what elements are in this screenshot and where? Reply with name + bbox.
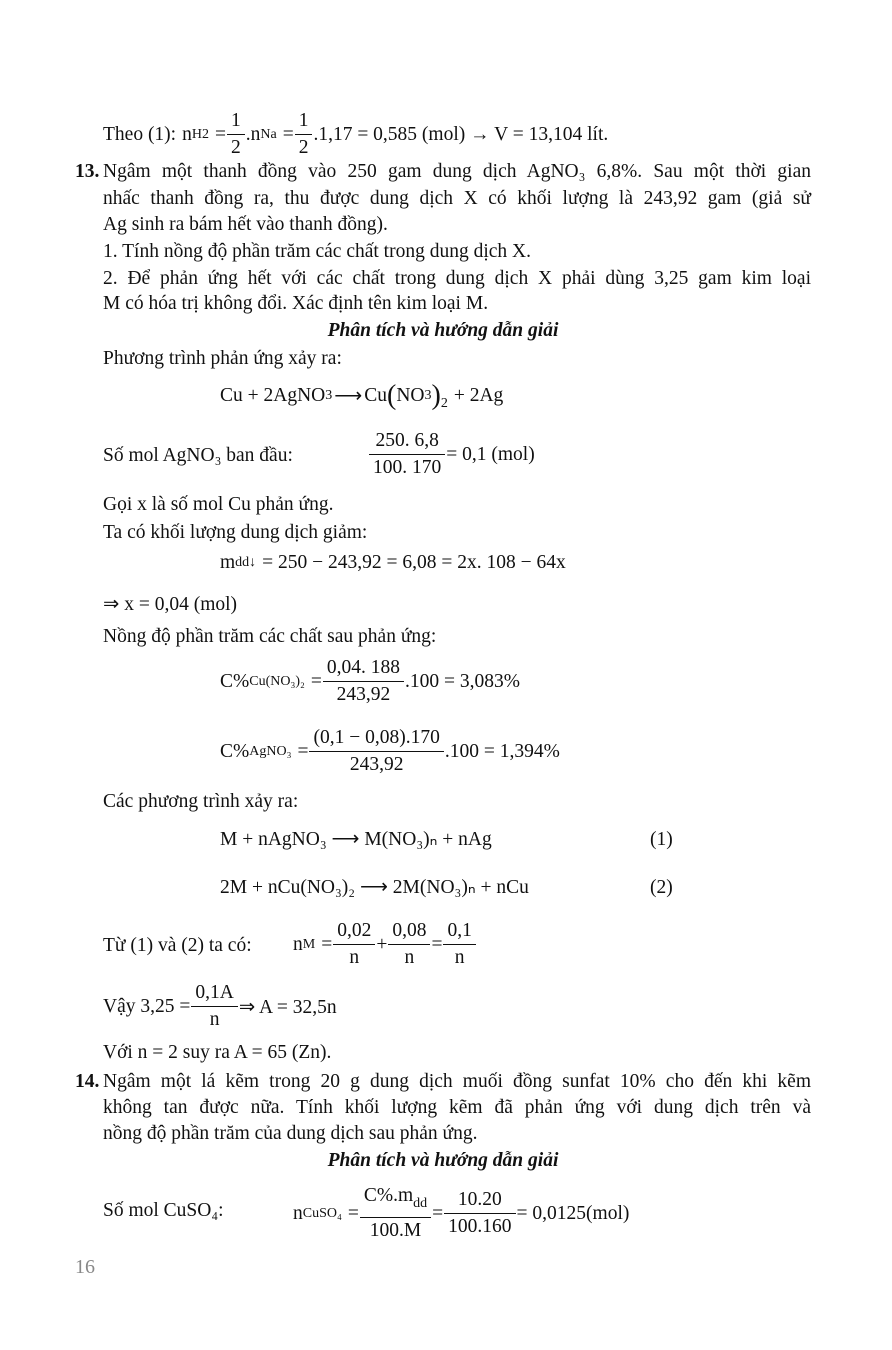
text: = 0,1 (mol) bbox=[446, 443, 535, 465]
text: .100 = 1,394% bbox=[444, 740, 560, 762]
text: AgNO₃ bbox=[249, 743, 292, 759]
page-number: 16 bbox=[75, 1256, 95, 1278]
fraction bbox=[445, 918, 473, 971]
text: n bbox=[182, 123, 192, 145]
text: NO bbox=[396, 385, 425, 406]
text-line: Các phương trình xảy ra: bbox=[103, 791, 299, 812]
text-line: Nồng độ phần trăm các chất sau phản ứng: bbox=[103, 626, 437, 647]
reaction-1: M + nAgNO₃ ⟶ M(NO₃)ₙ + nAg bbox=[220, 829, 492, 850]
text: = bbox=[321, 933, 333, 955]
numerator: 10.20 bbox=[457, 1189, 502, 1210]
fraction bbox=[335, 918, 373, 971]
text-line: Từ (1) và (2) ta có: bbox=[103, 935, 252, 956]
text: = bbox=[431, 933, 443, 955]
denominator: 243,92 bbox=[309, 751, 443, 778]
concentration-equation-2 bbox=[220, 725, 560, 778]
fraction bbox=[371, 428, 443, 481]
numerator: 0,02 bbox=[337, 920, 372, 941]
reaction-equation: Cu + 2AgNO 3 ⟶ Cu ( NO 3 ) 2 + 2Ag bbox=[220, 380, 504, 411]
text: = bbox=[310, 670, 322, 692]
concentration-equation-1 bbox=[220, 655, 520, 708]
text: 2 bbox=[201, 126, 209, 142]
reaction-2: 2M + nCu(NO₃)₂ ⟶ 2M(NO₃)ₙ + nCu bbox=[220, 877, 529, 898]
fraction bbox=[229, 108, 243, 161]
text: Na bbox=[260, 126, 277, 142]
numerator: 0,1 bbox=[447, 920, 472, 941]
theo-equation bbox=[103, 108, 608, 161]
text: = bbox=[347, 1202, 359, 1224]
text: m bbox=[220, 552, 236, 573]
numerator: 0,04. 188 bbox=[326, 657, 401, 678]
question-line: M có hóa trị không đổi. Xác định tên kim loại M. bbox=[103, 293, 489, 314]
text: + bbox=[376, 933, 388, 955]
fraction bbox=[193, 980, 235, 1033]
question-line: Ngâm một lá kẽm trong 20 g dung dịch muối đồng sunfat 10% cho đến khi kẽm bbox=[103, 1071, 811, 1092]
text-line: ⇒ x = 0,04 (mol) bbox=[103, 594, 238, 615]
text: n bbox=[293, 933, 303, 955]
text: = 0,0125(mol) bbox=[516, 1202, 630, 1224]
denominator: n bbox=[191, 1006, 237, 1033]
text-line: Số mol AgNO₃ ban đầu: bbox=[103, 445, 293, 466]
reaction-tag: (2) bbox=[650, 877, 673, 898]
text: = bbox=[214, 123, 226, 145]
question-line: 1. Tính nồng độ phần trăm các chất trong dung dịch X. bbox=[103, 241, 532, 262]
cuso4-equation bbox=[293, 1183, 629, 1244]
text: C% bbox=[220, 670, 250, 692]
text: Theo (1): bbox=[103, 123, 177, 145]
fraction bbox=[446, 1187, 513, 1240]
reaction-tag: (1) bbox=[650, 829, 673, 850]
question-number: 14. bbox=[75, 1071, 100, 1092]
text: CuSO₄ bbox=[302, 1205, 342, 1221]
mol-equation bbox=[368, 428, 535, 481]
arrow-icon: ⟶ bbox=[334, 386, 363, 407]
numerator bbox=[362, 1183, 429, 1217]
text-line: Phương trình phản ứng xảy ra: bbox=[103, 348, 342, 369]
section-heading: Phân tích và hướng dẫn giải bbox=[327, 1150, 559, 1171]
numerator: 0,1A bbox=[195, 982, 234, 1003]
numerator: (0,1 − 0,08).170 bbox=[313, 727, 440, 748]
text: + 2Ag bbox=[453, 385, 504, 406]
text: = bbox=[432, 1202, 444, 1224]
numerator: 250. 6,8 bbox=[375, 430, 439, 451]
fraction bbox=[362, 1183, 429, 1244]
denominator: 2 bbox=[295, 134, 313, 161]
text: dd bbox=[413, 1196, 428, 1211]
text: = bbox=[282, 123, 294, 145]
text: .1,17 = 0,585 (mol) → V = 13,104 lít. bbox=[313, 123, 609, 145]
fraction bbox=[390, 918, 428, 971]
text: .100 = 3,083% bbox=[405, 670, 521, 692]
text: 2 bbox=[440, 396, 448, 411]
fraction bbox=[325, 655, 402, 708]
denominator: n bbox=[443, 944, 475, 971]
nm-equation bbox=[293, 918, 477, 971]
denominator: 100.M bbox=[360, 1217, 431, 1244]
text: C%.m bbox=[363, 1185, 414, 1206]
denominator: 2 bbox=[227, 134, 245, 161]
text-line: Ta có khối lượng dung dịch giảm: bbox=[103, 522, 368, 543]
text: n bbox=[293, 1202, 303, 1224]
denominator: n bbox=[333, 944, 375, 971]
text: dd↓ bbox=[235, 555, 257, 570]
text: = 250 − 243,92 = 6,08 = 2x. 108 − 64x bbox=[262, 552, 566, 573]
mass-equation bbox=[220, 552, 566, 574]
text-line: Với n = 2 suy ra A = 65 (Zn). bbox=[103, 1042, 332, 1063]
text-line: Số mol CuSO₄: bbox=[103, 1200, 224, 1221]
denominator: 243,92 bbox=[323, 681, 404, 708]
question-line: 2. Để phản ứng hết với các chất trong dung dịch X phải dùng 3,25 gam kim loại bbox=[103, 268, 811, 289]
question-number: 13. bbox=[75, 161, 100, 182]
text: = bbox=[297, 740, 309, 762]
text-line: Gọi x là số mol Cu phản ứng. bbox=[103, 494, 334, 515]
denominator: 100. 170 bbox=[369, 454, 445, 481]
question-line: nồng độ phần trăm của dung dịch sau phản ứng. bbox=[103, 1123, 478, 1144]
question-line: không tan được nữa. Tính khối lượng kẽm đã phản ứng với dung dịch trên và bbox=[103, 1097, 811, 1118]
numerator: 1 bbox=[298, 110, 309, 131]
text: C% bbox=[220, 740, 250, 762]
question-line: Ngâm một thanh đồng vào 250 gam dung dịch AgNO₃ 6,8%. Sau một thời gian bbox=[103, 161, 811, 182]
text: Cu + 2AgNO bbox=[220, 385, 326, 406]
text: Cu(NO₃)₂ bbox=[249, 673, 305, 689]
section-heading: Phân tích và hướng dẫn giải bbox=[327, 320, 559, 341]
text: 3 bbox=[424, 388, 432, 403]
text: .n bbox=[245, 123, 261, 145]
denominator: 100.160 bbox=[444, 1213, 515, 1240]
conclusion-equation bbox=[103, 980, 337, 1033]
denominator: n bbox=[388, 944, 430, 971]
text: H bbox=[191, 126, 202, 142]
question-line: nhấc thanh đồng ra, thu được dung dịch X có khối lượng là 243,92 gam (giả sử bbox=[103, 188, 811, 209]
text: ⇒ A = 32,5n bbox=[238, 996, 337, 1018]
numerator: 0,08 bbox=[392, 920, 427, 941]
question-line: Ag sinh ra bám hết vào thanh đồng). bbox=[103, 214, 388, 235]
numerator: 1 bbox=[230, 110, 241, 131]
text: Cu bbox=[364, 385, 387, 406]
text: Vậy 3,25 = bbox=[103, 995, 191, 1017]
text: 3 bbox=[325, 388, 333, 403]
text: M bbox=[302, 936, 316, 952]
fraction bbox=[297, 108, 311, 161]
fraction bbox=[311, 725, 441, 778]
